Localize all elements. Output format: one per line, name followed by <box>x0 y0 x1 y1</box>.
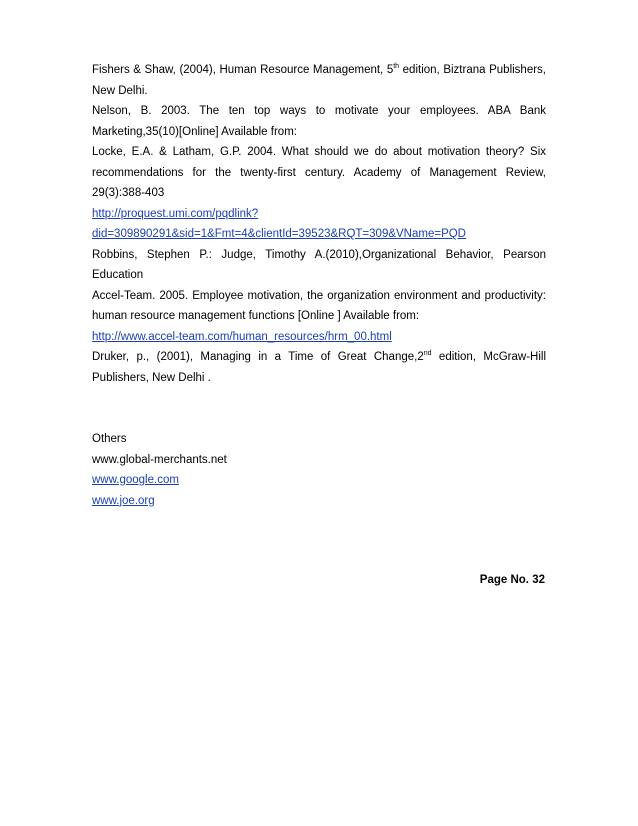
page-number: Page No. 32 <box>479 574 545 586</box>
superscript-ordinal: nd <box>423 350 432 357</box>
reference-locke-line-2: recommendations for the twenty-first century. Academy of Management Review, <box>92 166 546 179</box>
reference-text: edition, Biztrana Publishers, <box>399 64 546 76</box>
reference-text: Fishers & Shaw, (2004), Human Resource Management, 5 <box>92 64 394 76</box>
reference-accel-line-1: Accel-Team. 2005. Employee motivation, the organization environment and productivity: <box>92 289 546 302</box>
google-link[interactable]: www.google.com <box>92 474 179 486</box>
reference-nelson-line-1: Nelson, B. 2003. The ten top ways to motivate your employees. ABA Bank <box>92 105 546 117</box>
reference-druker-line-2: Publishers, New Delhi . <box>92 371 211 384</box>
reference-robbins-line-2: Education <box>92 269 144 281</box>
reference-locke-line-1: Locke, E.A. & Latham, G.P. 2004. What should we do about motivation theory? Six <box>92 146 546 158</box>
superscript-ordinal: th <box>393 63 400 70</box>
reference-druker-line-1 <box>92 347 546 368</box>
joe-link[interactable]: www.joe.org <box>92 494 155 507</box>
reference-fishers-line-1 <box>92 60 546 81</box>
section-spacer <box>92 388 546 429</box>
reference-text: Druker, p., (2001), Managing in a Time of Great Change,2 <box>92 351 424 363</box>
reference-accel-line-2: human resource management functions [Online ] Available from: <box>92 310 420 322</box>
reference-text: edition, McGraw-Hill <box>431 351 546 363</box>
proquest-link-part-1[interactable]: http://proquest.umi.com/pqdlink? <box>92 207 259 220</box>
global-merchants-site: www.global-merchants.net <box>92 453 227 466</box>
reference-locke-line-3: 29(3):388-403 <box>92 187 165 199</box>
proquest-link-part-2[interactable]: did=309890291&sid=1&Fmt=4&clientId=39523&RQT=309&VName=PQD <box>92 228 466 240</box>
accel-team-link[interactable]: http://www.accel-team.com/human_resources/hrm_00.html <box>92 330 392 343</box>
references-list <box>92 60 546 511</box>
others-heading: Others <box>92 433 127 445</box>
reference-fishers-line-2: New Delhi. <box>92 84 148 97</box>
reference-nelson-line-2: Marketing,35(10)[Online] Available from: <box>92 125 297 138</box>
reference-robbins-line-1: Robbins, Stephen P.: Judge, Timothy A.(2010),Organizational Behavior, Pearson <box>92 248 546 261</box>
